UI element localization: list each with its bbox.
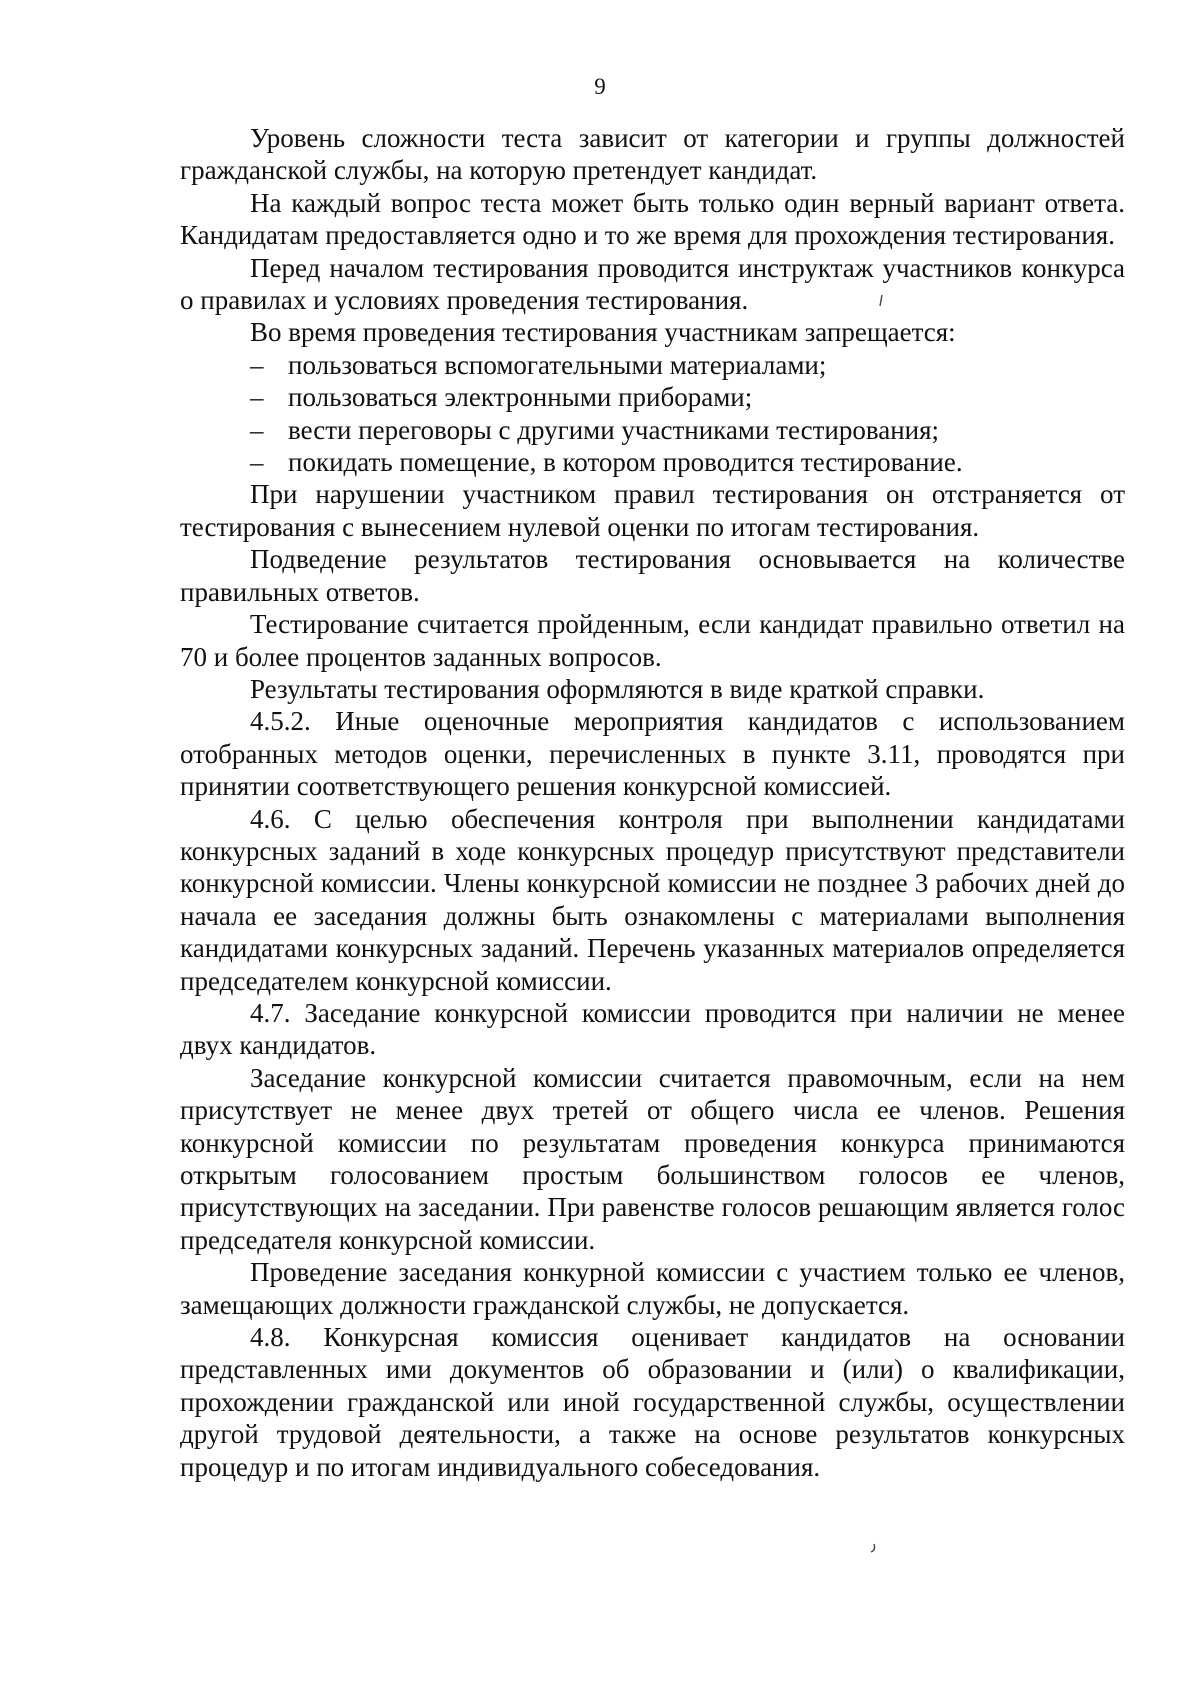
list-dash: – xyxy=(250,414,264,445)
list-item-text: пользоваться вспомогательными материалами; xyxy=(288,349,827,380)
scan-speck-mark xyxy=(878,294,884,308)
document-body xyxy=(180,122,1125,1483)
list-item-text: пользоваться электронными приборами; xyxy=(288,382,753,413)
list-item xyxy=(180,381,1125,413)
list-item-text: покидать помещение, в котором проводится тестирование. xyxy=(288,447,963,478)
paragraph-4-5-2: 4.5.2. Иные оценочные мероприятия кандидатов с использованием отобранных методов оценки, перечисленных в пункте 3.11, проводятся при принятии соответствующего решения конкурсной комиссией. xyxy=(180,706,1125,802)
paragraph-test-difficulty: Уровень сложности теста зависит от категории и группы должностей гражданской службы, на которую претендует кандидат. xyxy=(180,123,1125,186)
paragraph-results-basis: Подведение результатов тестирования основывается на количестве правильных ответов. xyxy=(180,544,1125,607)
paragraph-4-8: 4.8. Конкурсная комиссия оценивает кандидатов на основании представленных ими документов об образовании и (или) о квалификации, прохождении гражданской или иной государственной службы, осуществлении другой трудовой деятельности, а также на основе результатов конкурсных процедур и по итогам индивидуального собеседования. xyxy=(180,1322,1125,1482)
list-item-text: вести переговоры с другими участниками тестирования; xyxy=(288,414,940,445)
scan-speck-mark xyxy=(868,1542,878,1554)
paragraph-quorum: Заседание конкурсной комиссии считается правомочным, если на нем присутствует не менее двух третей от общего числа ее членов. Решения конкурсной комиссии по результатам проведения конкурса принимаются открытым голосованием простым большинством голосов ее членов, присутствующих на заседании. При равенстве голосов решающим является голос председателя конкурсной комиссии. xyxy=(180,1062,1125,1255)
paragraph-single-answer: На каждый вопрос теста может быть только один верный вариант ответа. Кандидатам предоставляется одно и то же время для прохождения тестирования. xyxy=(180,187,1125,251)
list-item xyxy=(180,414,1125,446)
paragraph-members-only: Проведение заседания конкурной комиссии с участием только ее членов, замещающих должности гражданской службы, не допускается. xyxy=(180,1257,1125,1320)
paragraph-4-6: 4.6. С целью обеспечения контроля при выполнении кандидатами конкурсных заданий в ходе конкурсных процедур присутствуют представители конкурсной комиссии. Члены конкурсной комиссии не позднее 3 рабочих дней до начала ее заседания должны быть ознакомлены с материалами выполнения кандидатами конкурсных заданий. Перечень указанных материалов определяется председателем конкурсной комиссии. xyxy=(180,803,1125,996)
list-item xyxy=(180,349,1125,381)
paragraph-instruction: Перед началом тестирования проводится инструктаж участников конкурса о правилах и условиях проведения тестирования. xyxy=(180,252,1125,316)
list-dash: – xyxy=(250,447,264,478)
paragraph-violation: При нарушении участником правил тестирования он отстраняется от тестирования с вынесением нулевой оценки по итогам тестирования. xyxy=(180,479,1125,542)
paragraph-4-7: 4.7. Заседание конкурсной комиссии проводится при наличии не менее двух кандидатов. xyxy=(180,997,1125,1061)
paragraph-results-form: Результаты тестирования оформляются в виде краткой справки. xyxy=(250,673,985,704)
list-dash: – xyxy=(250,382,264,413)
page-number: 9 xyxy=(594,74,606,99)
list-dash: – xyxy=(250,349,264,380)
prohibited-list xyxy=(180,349,1125,479)
paragraph-pass-threshold: Тестирование считается пройденным, если кандидат правильно ответил на 70 и более процентов заданных вопросов. xyxy=(180,609,1125,672)
paragraph-prohibited-intro: Во время проведения тестирования участникам запрещается: xyxy=(250,317,956,348)
list-item xyxy=(180,446,1125,478)
